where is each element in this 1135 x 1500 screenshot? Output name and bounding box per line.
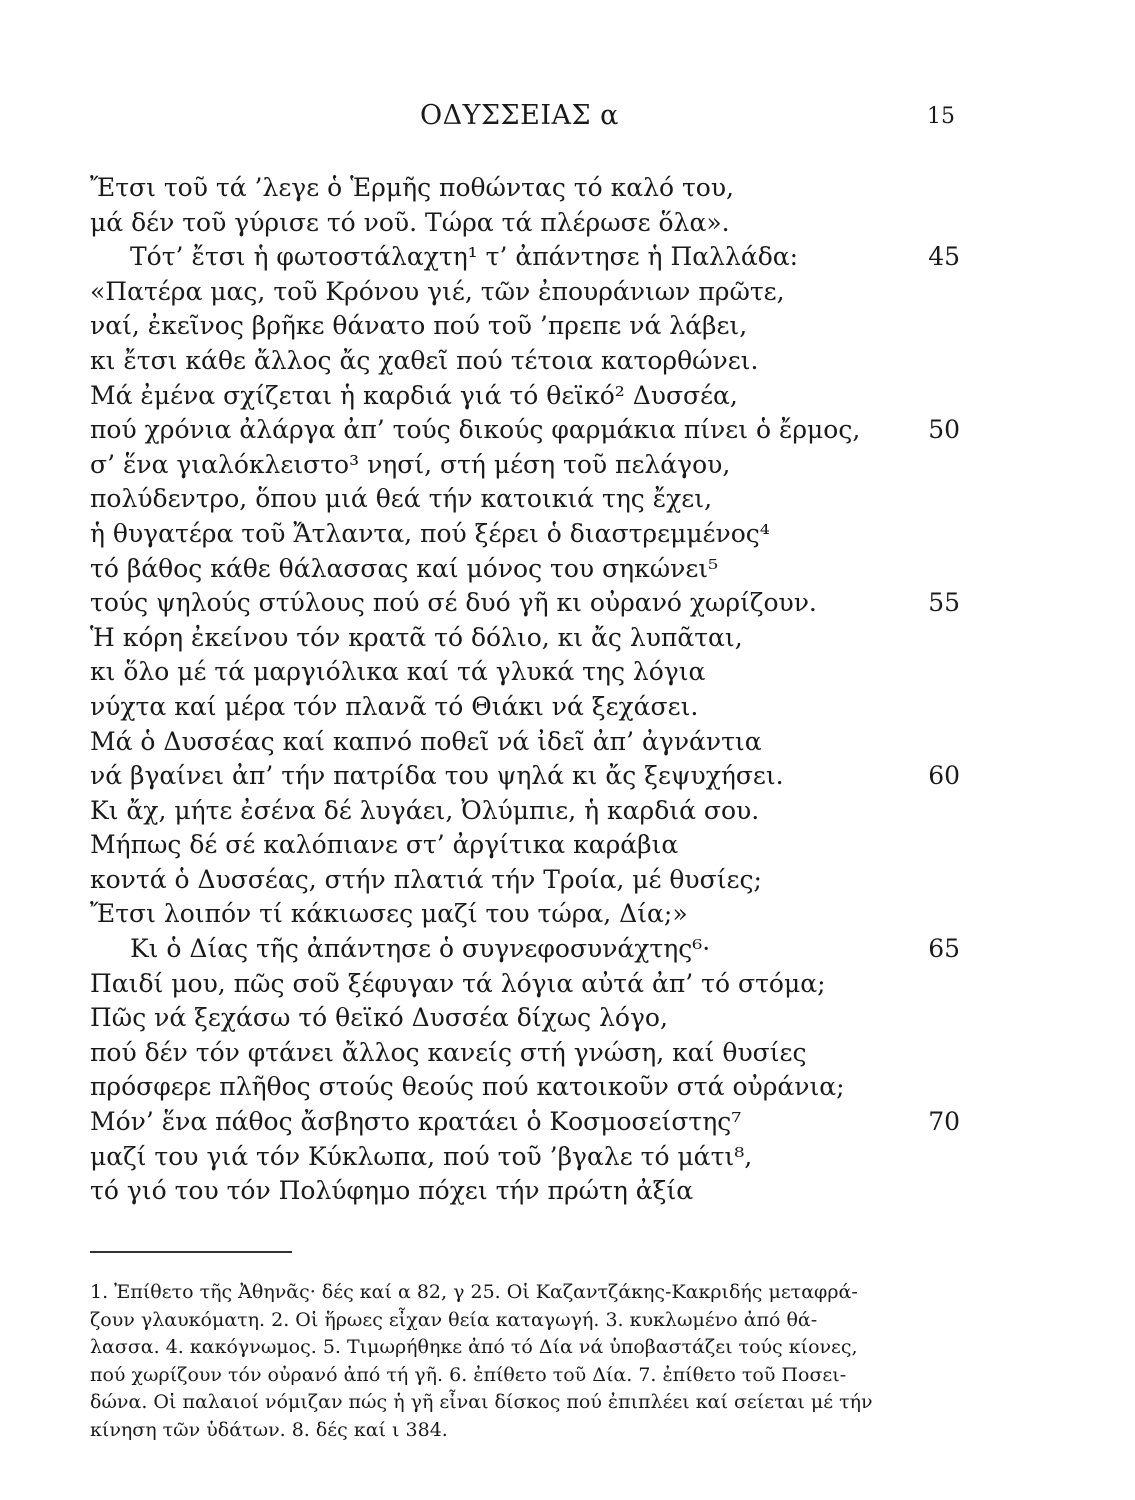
verse-line bbox=[90, 794, 960, 829]
verse-line bbox=[90, 413, 960, 448]
verse-text: «Πατέρα μας, τοῦ Κρόνου γιέ, τῶν ἐπουράνιων πρῶτε, bbox=[90, 276, 785, 306]
verse-text: ἡ θυγατέρα τοῦ Ἄτλαντα, πού ξέρει ὁ διαστρεμμένος⁴ bbox=[90, 518, 770, 548]
footnote-divider bbox=[90, 1251, 292, 1253]
verse-text: πολύδεντρο, ὅπου μιά θεά τήν κατοικιά της ἔχει, bbox=[90, 484, 713, 514]
verse-line bbox=[90, 759, 960, 794]
verse-text: πρόσφερε πλῆθος στούς θεούς πού κατοικοῦν στά οὐράνια; bbox=[90, 1072, 845, 1102]
footnote-line: δώνα. Οἱ παλαιοί νόμιζαν πώς ἡ γῆ εἶναι δίσκος πού ἐπιπλέει καί σείεται μέ τήν bbox=[90, 1391, 873, 1414]
verse-number: 60 bbox=[928, 761, 960, 791]
verse-text: νύχτα καί μέρα τόν πλανᾶ τό Θιάκι νά ξεχάσει. bbox=[90, 691, 699, 721]
verse-text: πού χρόνια ἀλάργα ἀπ’ τούς δικούς φαρμάκια πίνει ὁ ἔρμος, bbox=[90, 415, 861, 445]
verse-text: Τότ’ ἔτσι ἡ φωτοστάλαχτη¹ τ’ ἀπάντησε ἡ Παλλάδα: bbox=[130, 242, 799, 272]
verse-line bbox=[90, 552, 960, 587]
verse-number: 65 bbox=[928, 934, 960, 964]
verse-line bbox=[90, 482, 960, 517]
verse-line bbox=[90, 1001, 960, 1036]
verse-text: σ’ ἕνα γιαλόκλειστο³ νησί, στή μέση τοῦ πελάγου, bbox=[90, 449, 731, 479]
page-number: 15 bbox=[927, 104, 955, 129]
verse-line bbox=[90, 725, 960, 760]
verse-text: Μά ἐμένα σχίζεται ἡ καρδιά γιά τό θεϊκό² Δυσσέα, bbox=[90, 380, 738, 410]
verse-line bbox=[90, 655, 960, 690]
verse-line bbox=[90, 863, 960, 898]
verse-text: Ἔτσι λοιπόν τί κάκιωσες μαζί του τώρα, Δία;» bbox=[90, 899, 688, 929]
footnote-line: ζουν γλαυκόματη. 2. Οἱ ἥρωες εἶχαν θεία καταγωγή. 3. κυκλωμένο ἀπό θά- bbox=[90, 1308, 818, 1331]
running-title: ΟΔΥΣΣΕΙΑΣ α bbox=[420, 100, 619, 131]
verse-line bbox=[90, 1105, 960, 1140]
verse-block bbox=[90, 171, 960, 1209]
verse-line bbox=[90, 344, 960, 379]
verse-number: 45 bbox=[928, 242, 960, 272]
verse-text: Μόν’ ἕνα πάθος ἄσβηστο κρατάει ὁ Κοσμοσείστης⁷ bbox=[90, 1107, 742, 1137]
verse-text: κοντά ὁ Δυσσέας, στήν πλατιά τήν Τροία, μέ θυσίες; bbox=[90, 864, 762, 894]
verse-line bbox=[90, 309, 960, 344]
verse-line bbox=[90, 206, 960, 241]
verse-line bbox=[90, 379, 960, 414]
footnotes bbox=[90, 1279, 950, 1445]
verse-text: Παιδί μου, πῶς σοῦ ξέφυγαν τά λόγια αὐτά ἀπ’ τό στόμα; bbox=[90, 968, 826, 998]
verse-text: Ἡ κόρη ἐκείνου τόν κρατᾶ τό δόλιο, κι ἄς λυπᾶται, bbox=[90, 622, 743, 652]
verse-text: νά βγαίνει ἀπ’ τήν πατρίδα του ψηλά κι ἄς ξεψυχήσει. bbox=[90, 761, 784, 791]
verse-text: ναί, ἐκεῖνος βρῆκε θάνατο πού τοῦ ’πρεπε νά λάβει, bbox=[90, 311, 748, 341]
footnote-line: λασσα. 4. κακόγνωμος. 5. Τιμωρήθηκε ἀπό τό Δία νά ὑποβαστάζει τούς κίονες, bbox=[90, 1336, 858, 1359]
verse-line bbox=[90, 1036, 960, 1071]
verse-line bbox=[90, 967, 960, 1002]
verse-text: πού δέν τόν φτάνει ἄλλος κανείς στή γνώση, καί θυσίες bbox=[90, 1037, 807, 1067]
verse-text: κι ὅλο μέ τά μαργιόλικα καί τά γλυκά της λόγια bbox=[90, 657, 706, 687]
verse-number: 55 bbox=[928, 588, 960, 618]
verse-line bbox=[90, 690, 960, 725]
verse-line bbox=[90, 1070, 960, 1105]
verse-line bbox=[90, 240, 960, 275]
verse-line bbox=[90, 621, 960, 656]
footnote-line: 1. Ἐπίθετο τῆς Ἀθηνᾶς· δές καί α 82, γ 25. Οἱ Καζαντζάκης-Κακριδής μεταφρά- bbox=[90, 1281, 858, 1303]
verse-number: 70 bbox=[928, 1107, 960, 1137]
verse-text: κι ἔτσι κάθε ἄλλος ἄς χαθεῖ πού τέτοια κατορθώνει. bbox=[90, 345, 759, 375]
verse-line bbox=[90, 586, 960, 621]
verse-text: τούς ψηλούς στύλους πού σέ δυό γῆ κι οὐρανό χωρίζουν. bbox=[90, 588, 817, 618]
verse-line bbox=[90, 932, 960, 967]
verse-text: τό βάθος κάθε θάλασσας καί μόνος του σηκώνει⁵ bbox=[90, 553, 719, 583]
verse-text: Μήπως δέ σέ καλόπιανε στ’ ἀργίτικα καράβια bbox=[90, 830, 679, 860]
verse-text: τό γιό του τόν Πολύφημο πόχει τήν πρώτη ἀξία bbox=[90, 1176, 694, 1206]
footnote-line: πού χωρίζουν τόν οὐρανό ἀπό τή γῆ. 6. ἐπίθετο τοῦ Δία. 7. ἐπίθετο τοῦ Ποσει- bbox=[90, 1363, 847, 1386]
verse-text: Κι ἄχ, μήτε ἐσένα δέ λυγάει, Ὀλύμπιε, ἡ καρδιά σου. bbox=[90, 795, 760, 825]
verse-line bbox=[90, 1174, 960, 1209]
verse-text: μαζί του γιά τόν Κύκλωπα, πού τοῦ ’βγαλε τό μάτι⁸, bbox=[90, 1141, 753, 1171]
footnote-line: κίνηση τῶν ὑδάτων. 8. δές καί ι 384. bbox=[90, 1418, 448, 1441]
verse-line bbox=[90, 897, 960, 932]
verse-line bbox=[90, 1140, 960, 1175]
page-header bbox=[0, 100, 1135, 140]
verse-line bbox=[90, 275, 960, 310]
verse-number: 50 bbox=[928, 415, 960, 445]
verse-text: Κι ὁ Δίας τῆς ἀπάντησε ὁ συγνεφοσυνάχτης⁶· bbox=[130, 934, 711, 964]
verse-line bbox=[90, 171, 960, 206]
verse-line bbox=[90, 448, 960, 483]
verse-line bbox=[90, 517, 960, 552]
verse-text: Πῶς νά ξεχάσω τό θεϊκό Δυσσέα δίχως λόγο, bbox=[90, 1003, 668, 1033]
verse-line bbox=[90, 828, 960, 863]
verse-text: Ἔτσι τοῦ τά ’λεγε ὁ Ἑρμῆς ποθώντας τό καλό του, bbox=[90, 173, 735, 202]
verse-text: Μά ὁ Δυσσέας καί καπνό ποθεῖ νά ἰδεῖ ἀπ’ ἀγνάντια bbox=[90, 726, 762, 756]
verse-text: μά δέν τοῦ γύρισε τό νοῦ. Τώρα τά πλέρωσε ὅλα». bbox=[90, 207, 730, 237]
